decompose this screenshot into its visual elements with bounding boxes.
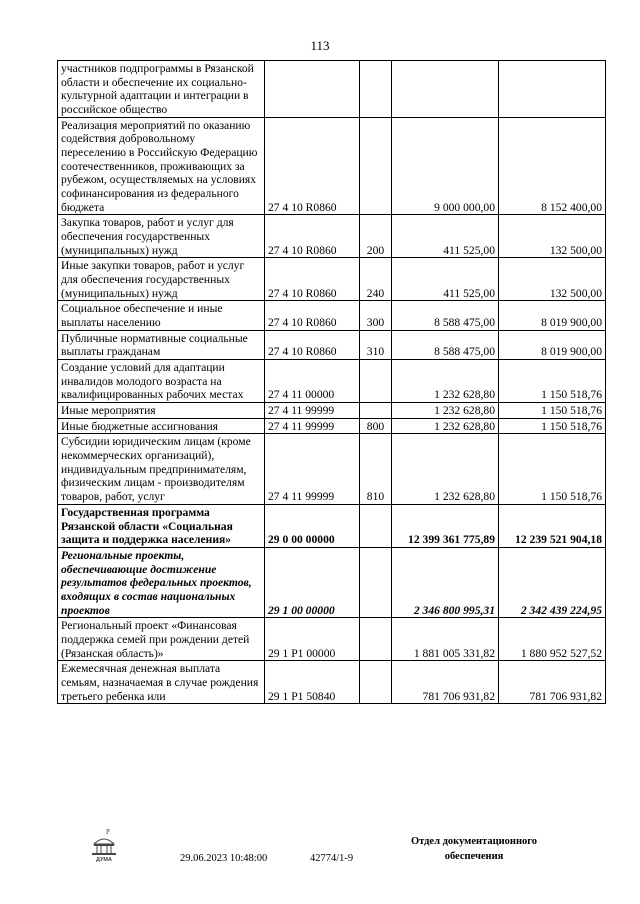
page-number: 113	[310, 38, 330, 53]
row-name: Иные мероприятия	[58, 403, 265, 419]
row-vr	[360, 661, 392, 704]
row-code	[265, 61, 360, 118]
row-name: Региональный проект «Финансовая поддержка семей при рождении детей (Рязанская область)»	[58, 618, 265, 661]
row-vr	[360, 618, 392, 661]
row-sum-1: 9 000 000,00	[392, 117, 499, 215]
row-name: Реализация мероприятий по оказанию содействия добровольному переселению в Российскую Федерацию соотечественников, проживающих за рубежом, осуществляемых на условиях софинансирования из федерального бюджета	[58, 117, 265, 215]
row-code: 29 1 P1 50840	[265, 661, 360, 704]
row-sum-2: 12 239 521 904,18	[499, 504, 606, 547]
table-body	[58, 61, 606, 704]
row-sum-1: 781 706 931,82	[392, 661, 499, 704]
row-vr: 240	[360, 258, 392, 301]
row-vr: 800	[360, 418, 392, 434]
budget-table	[57, 60, 606, 704]
table-row	[58, 504, 606, 547]
table-row	[58, 360, 606, 403]
row-sum-2: 1 880 952 527,52	[499, 618, 606, 661]
row-sum-2: 2 342 439 224,95	[499, 547, 606, 617]
row-sum-2: 8 019 900,00	[499, 301, 606, 330]
row-code: 27 4 10 R0860	[265, 301, 360, 330]
row-name: Создание условий для адаптации инвалидов молодого возраста на квалифицированных рабочих местах	[58, 360, 265, 403]
row-sum-2: 1 150 518,76	[499, 434, 606, 504]
row-sum-2: 132 500,00	[499, 258, 606, 301]
row-name: Государственная программа Рязанской области «Социальная защита и поддержка населения»	[58, 504, 265, 547]
row-code: 27 4 10 R0860	[265, 215, 360, 258]
table-row	[58, 215, 606, 258]
footer-date: 29.06.2023 10:48:00	[180, 853, 268, 864]
row-sum-1: 1 232 628,80	[392, 434, 499, 504]
table-row	[58, 547, 606, 617]
row-vr	[360, 360, 392, 403]
logo-text: ДУМА	[96, 857, 112, 863]
row-name: Закупка товаров, работ и услуг для обеспечения государственных (муниципальных) нужд	[58, 215, 265, 258]
table-row	[58, 258, 606, 301]
row-sum-1: 411 525,00	[392, 258, 499, 301]
row-name: Субсидии юридическим лицам (кроме некоммерческих организаций), индивидуальным предпринимателям, физическим лицам - производителям товаров, работ, услуг	[58, 434, 265, 504]
row-vr: 200	[360, 215, 392, 258]
table-row	[58, 301, 606, 330]
row-sum-1: 2 346 800 995,31	[392, 547, 499, 617]
row-name: Иные закупки товаров, работ и услуг для обеспечения государственных (муниципальных) нужд	[58, 258, 265, 301]
table-row	[58, 618, 606, 661]
footer-department: Отдел документационного обеспечения	[410, 836, 538, 863]
row-vr: 810	[360, 434, 392, 504]
row-vr	[360, 117, 392, 215]
row-sum-2: 8 019 900,00	[499, 330, 606, 359]
row-vr	[360, 504, 392, 547]
row-code: 27 4 10 R0860	[265, 330, 360, 359]
row-sum-2: 1 150 518,76	[499, 418, 606, 434]
row-sum-2: 8 152 400,00	[499, 117, 606, 215]
row-code: 27 4 10 R0860	[265, 117, 360, 215]
row-code: 27 4 11 99999	[265, 418, 360, 434]
row-name: Социальное обеспечение и иные выплаты населению	[58, 301, 265, 330]
row-name: участников подпрограммы в Рязанской области и обеспечение их социально-культурной адаптации и интеграции в российское общество	[58, 61, 265, 118]
table-row	[58, 117, 606, 215]
row-sum-1: 1 232 628,80	[392, 360, 499, 403]
row-sum-1	[392, 61, 499, 118]
row-sum-1: 1 232 628,80	[392, 403, 499, 419]
row-sum-1: 8 588 475,00	[392, 301, 499, 330]
table-row	[58, 403, 606, 419]
row-sum-1: 1 881 005 331,82	[392, 618, 499, 661]
row-sum-1: 411 525,00	[392, 215, 499, 258]
table-row	[58, 661, 606, 704]
row-sum-2: 1 150 518,76	[499, 403, 606, 419]
row-code: 27 4 10 R0860	[265, 258, 360, 301]
table-row	[58, 434, 606, 504]
row-code: 29 1 00 00000	[265, 547, 360, 617]
row-sum-2: 781 706 931,82	[499, 661, 606, 704]
row-vr: 310	[360, 330, 392, 359]
row-code: 27 4 11 00000	[265, 360, 360, 403]
row-name: Публичные нормативные социальные выплаты гражданам	[58, 330, 265, 359]
row-code: 29 0 00 00000	[265, 504, 360, 547]
row-vr	[360, 61, 392, 118]
row-sum-2	[499, 61, 606, 118]
row-vr: 300	[360, 301, 392, 330]
row-sum-2: 132 500,00	[499, 215, 606, 258]
row-sum-1: 12 399 361 775,89	[392, 504, 499, 547]
row-name: Региональные проекты, обеспечивающие достижение результатов федеральных проектов, входящих в состав национальных проектов	[58, 547, 265, 617]
row-sum-1: 1 232 628,80	[392, 418, 499, 434]
row-name: Иные бюджетные ассигнования	[58, 418, 265, 434]
row-vr	[360, 403, 392, 419]
footer-doc-number: 42774/1-9	[310, 853, 354, 864]
row-vr	[360, 547, 392, 617]
table-row	[58, 61, 606, 118]
row-code: 27 4 11 99999	[265, 403, 360, 419]
row-sum-1: 8 588 475,00	[392, 330, 499, 359]
row-code: 27 4 11 99999	[265, 434, 360, 504]
duma-emblem-icon	[88, 827, 120, 863]
row-sum-2: 1 150 518,76	[499, 360, 606, 403]
row-code: 29 1 P1 00000	[265, 618, 360, 661]
table-row	[58, 330, 606, 359]
table-row	[58, 418, 606, 434]
svg-text:P: P	[106, 828, 110, 836]
row-name: Ежемесячная денежная выплата семьям, назначаемая в случае рождения третьего ребенка или	[58, 661, 265, 704]
